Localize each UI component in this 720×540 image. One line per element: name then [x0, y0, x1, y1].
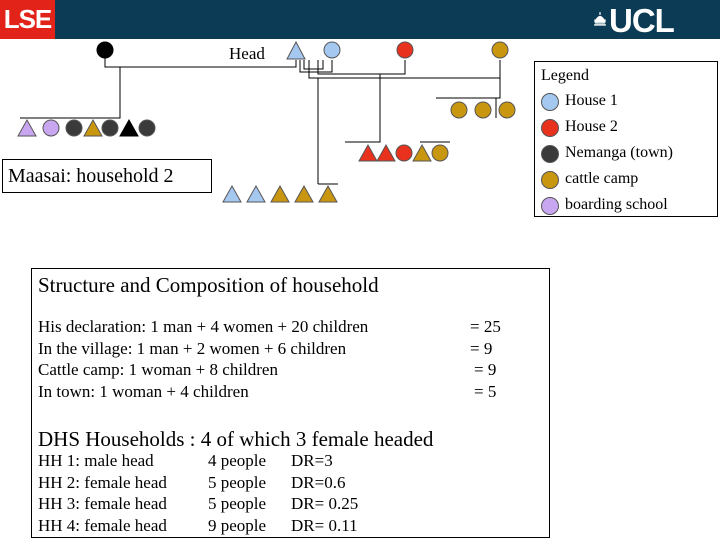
dhs-hh-name: HH 1: male head: [38, 451, 154, 470]
dhs-hh-dr: DR=0.6: [291, 473, 346, 492]
legend-item-cattle-camp: [541, 169, 717, 191]
legend-label: Nemanga (town): [565, 144, 673, 161]
legend-swatch: [541, 119, 559, 137]
child-triangle: [413, 145, 431, 161]
legend: [534, 61, 718, 217]
legend-label: House 2: [565, 118, 618, 135]
children-row-house2: [359, 145, 448, 161]
town-total: = 5: [474, 382, 497, 401]
cattle-camp-total: = 9: [474, 360, 497, 379]
dhs-hh-people: 4 people: [208, 451, 267, 470]
child-circle: [432, 145, 448, 161]
child-circle: [396, 145, 412, 161]
legend-swatch: [541, 197, 559, 215]
declaration-line: His declaration: 1 man + 4 women + 20 children: [38, 317, 369, 336]
village-total: = 9: [470, 339, 493, 358]
ucl-dome-icon: [594, 12, 606, 26]
dhs-hh-dr: DR= 0.25: [291, 494, 359, 513]
legend-label: House 1: [565, 92, 618, 109]
dhs-title: DHS Households : 4 of which 3 female headed: [38, 427, 434, 451]
lse-logo[interactable]: [0, 0, 55, 39]
child-circle: [43, 120, 59, 136]
child-triangle: [223, 186, 241, 202]
dhs-hh-dr: DR=3: [291, 451, 333, 470]
wife-house1-circle: [324, 42, 340, 58]
legend-item-house2: [541, 117, 717, 139]
child-circle: [451, 102, 467, 118]
structure-title: Structure and Composition of household: [38, 273, 379, 297]
structure-panel: [31, 268, 550, 538]
legend-label: boarding school: [565, 196, 668, 213]
child-triangle: [18, 120, 36, 136]
legend-label: cattle camp: [565, 170, 639, 187]
child-triangle: [295, 186, 313, 202]
wife-house1-triangle: [287, 42, 305, 59]
wife-cattle-camp-circle: [492, 42, 508, 58]
household-label: Maasai: household 2: [2, 159, 212, 193]
child-triangle: [319, 186, 337, 202]
head-husband-circle: [97, 42, 113, 58]
dhs-hh-dr: DR= 0.11: [291, 516, 358, 535]
dhs-hh-name: HH 4: female head: [38, 516, 167, 535]
head-label: Head: [229, 44, 265, 63]
child-triangle: [247, 186, 265, 202]
legend-swatch: [541, 145, 559, 163]
lse-logo-text: LSE: [3, 4, 52, 34]
wife-house2-circle: [397, 42, 413, 58]
dhs-hh-name: HH 2: female head: [38, 473, 167, 492]
child-triangle: [377, 145, 395, 161]
legend-title: Legend: [541, 67, 589, 84]
dhs-hh-people: 5 people: [208, 473, 267, 492]
dhs-hh-name: HH 3: female head: [38, 494, 167, 513]
children-row-left: [18, 120, 155, 136]
cattle-camp-line: Cattle camp: 1 woman + 8 children: [38, 360, 278, 379]
legend-item-boarding-school: [541, 195, 717, 217]
child-triangle: [84, 120, 102, 136]
dhs-hh-people: 5 people: [208, 494, 267, 513]
child-triangle: [271, 186, 289, 202]
child-circle: [499, 102, 515, 118]
legend-swatch: [541, 93, 559, 111]
town-line: In town: 1 woman + 4 children: [38, 382, 249, 401]
child-circle: [139, 120, 155, 136]
ucl-logo[interactable]: UCL: [609, 2, 674, 39]
declaration-total: = 25: [470, 317, 501, 336]
child-circle: [475, 102, 491, 118]
legend-item-nemanga: [541, 143, 717, 165]
child-circle: [102, 120, 118, 136]
village-line: In the village: 1 man + 2 women + 6 children: [38, 339, 347, 358]
child-circle: [66, 120, 82, 136]
children-row-cattle-camp: [451, 102, 515, 118]
children-row-house1: [223, 186, 337, 202]
child-triangle: [359, 145, 377, 161]
dhs-hh-people: 9 people: [208, 516, 267, 535]
legend-swatch: [541, 171, 559, 189]
legend-item-house1: [541, 91, 717, 113]
child-triangle: [120, 120, 138, 136]
